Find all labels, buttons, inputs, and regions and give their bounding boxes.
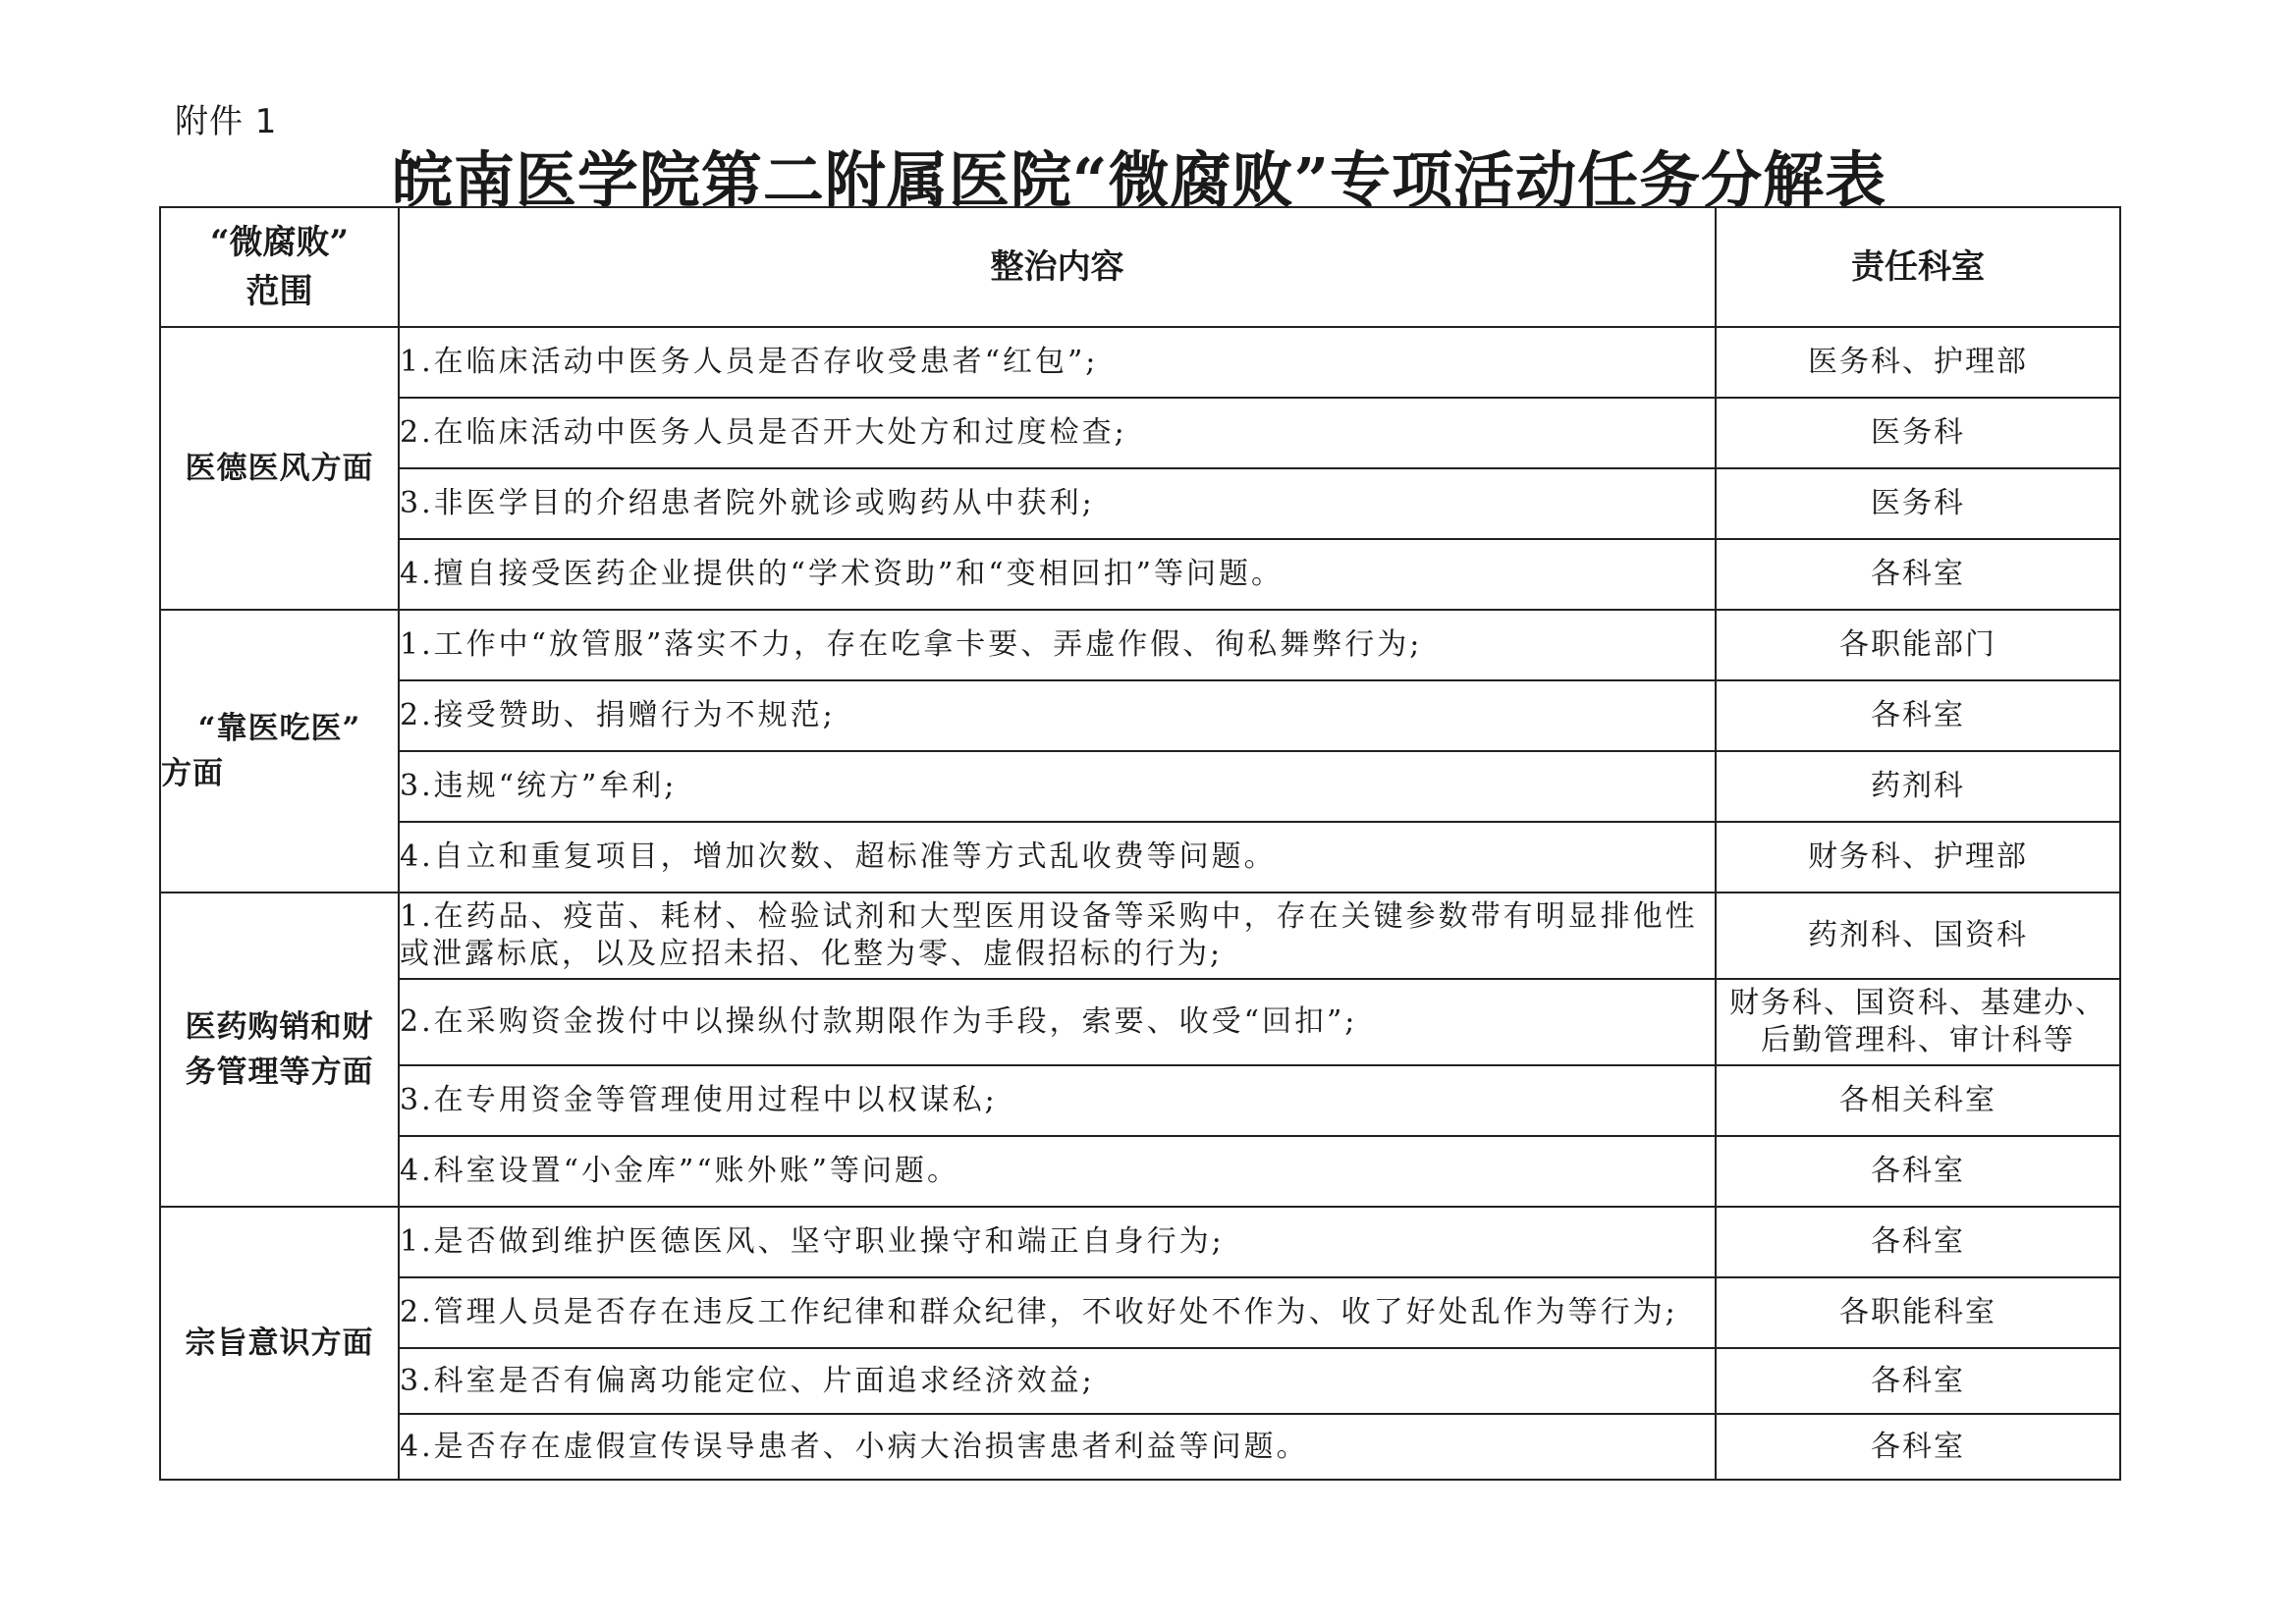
dept-cell: 财务科、护理部	[1716, 822, 2120, 893]
dept-cell: 各科室	[1716, 680, 2120, 751]
dept-cell: 医务科	[1716, 398, 2120, 468]
table-header-row	[160, 207, 2120, 327]
dept-cell: 各科室	[1716, 1136, 2120, 1207]
content-cell: 1.在临床活动中医务人员是否存收受患者“红包”;	[399, 327, 1716, 398]
scope-line1: 宗旨意识方面	[185, 1325, 374, 1361]
table-row	[160, 1348, 2120, 1414]
table-row	[160, 539, 2120, 610]
task-table	[159, 206, 2121, 1481]
content-cell: 1.工作中“放管服”落实不力，存在吃拿卡要、弄虚作假、徇私舞弊行为;	[399, 610, 1716, 680]
scope-cell-profiteering	[160, 610, 399, 893]
dept-cell: 各科室	[1716, 1207, 2120, 1277]
scope-cell-medical-ethics	[160, 327, 399, 610]
scope-cell-procurement-finance	[160, 893, 399, 1207]
header-scope	[160, 207, 399, 327]
table-row	[160, 680, 2120, 751]
content-cell: 1.在药品、疫苗、耗材、检验试剂和大型医用设备等采购中，存在关键参数带有明显排他性或泄露标底，以及应招未招、化整为零、虚假招标的行为;	[399, 893, 1716, 979]
content-cell: 3.非医学目的介绍患者院外就诊或购药从中获利;	[399, 468, 1716, 539]
table-row	[160, 979, 2120, 1065]
dept-cell: 各科室	[1716, 539, 2120, 610]
scope-line2: 务管理等方面	[185, 1055, 374, 1090]
scope-line1: “靠医吃医”	[197, 711, 361, 746]
content-cell: 4.是否存在虚假宣传误导患者、小病大治损害患者利益等问题。	[399, 1414, 1716, 1480]
content-cell: 1.是否做到维护医德医风、坚守职业操守和端正自身行为;	[399, 1207, 1716, 1277]
table-row	[160, 893, 2120, 979]
table-row	[160, 822, 2120, 893]
attachment-label: 附件 1	[175, 102, 278, 141]
content-cell: 4.科室设置“小金库”“账外账”等问题。	[399, 1136, 1716, 1207]
table-row	[160, 1207, 2120, 1277]
dept-cell: 各职能科室	[1716, 1277, 2120, 1348]
header-dept: 责任科室	[1716, 207, 2120, 327]
dept-cell: 各科室	[1716, 1414, 2120, 1480]
table-row	[160, 1136, 2120, 1207]
content-cell: 4.自立和重复项目，增加次数、超标准等方式乱收费等问题。	[399, 822, 1716, 893]
dept-cell: 药剂科	[1716, 751, 2120, 822]
dept-cell: 各相关科室	[1716, 1065, 2120, 1136]
content-cell: 2.接受赞助、捐赠行为不规范;	[399, 680, 1716, 751]
content-cell: 3.在专用资金等管理使用过程中以权谋私;	[399, 1065, 1716, 1136]
content-cell: 2.管理人员是否存在违反工作纪律和群众纪律，不收好处不作为、收了好处乱作为等行为;	[399, 1277, 1716, 1348]
dept-cell: 各职能部门	[1716, 610, 2120, 680]
content-cell: 2.在临床活动中医务人员是否开大处方和过度检查;	[399, 398, 1716, 468]
scope-cell-purpose-awareness	[160, 1207, 399, 1480]
dept-cell: 医务科、护理部	[1716, 327, 2120, 398]
scope-line1: 医药购销和财	[185, 1009, 374, 1045]
dept-cell: 财务科、国资科、基建办、后勤管理科、审计科等	[1716, 979, 2120, 1065]
table-row	[160, 751, 2120, 822]
table-row	[160, 327, 2120, 398]
dept-cell: 医务科	[1716, 468, 2120, 539]
table-row	[160, 1065, 2120, 1136]
dept-cell: 各科室	[1716, 1348, 2120, 1414]
table-row	[160, 468, 2120, 539]
content-cell: 3.科室是否有偏离功能定位、片面追求经济效益;	[399, 1348, 1716, 1414]
table-row	[160, 610, 2120, 680]
scope-line2: 方面	[161, 756, 224, 791]
dept-cell: 药剂科、国资科	[1716, 893, 2120, 979]
table-row	[160, 398, 2120, 468]
document-title: 皖南医学院第二附属医院“微腐败”专项活动任务分解表	[391, 144, 1887, 216]
header-content: 整治内容	[399, 207, 1716, 327]
table-row	[160, 1277, 2120, 1348]
scope-line1: 医德医风方面	[185, 451, 374, 486]
table-row	[160, 1414, 2120, 1480]
header-scope-line1: “微腐败”	[209, 223, 350, 262]
content-cell: 4.擅自接受医药企业提供的“学术资助”和“变相回扣”等问题。	[399, 539, 1716, 610]
header-scope-line2: 范围	[246, 272, 313, 311]
content-cell: 3.违规“统方”牟利;	[399, 751, 1716, 822]
content-cell: 2.在采购资金拨付中以操纵付款期限作为手段，索要、收受“回扣”;	[399, 979, 1716, 1065]
